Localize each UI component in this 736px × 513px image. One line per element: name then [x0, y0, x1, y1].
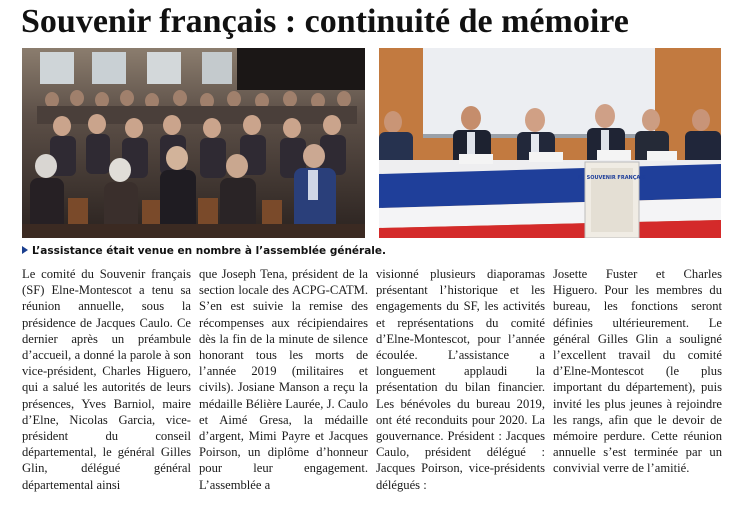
audience-photo: [22, 48, 365, 238]
article-column: [199, 266, 368, 512]
caption-text: L’assistance était venue en nombre à l’assemblée générale.: [32, 245, 387, 257]
article-column-text: visionné plusieurs diaporamas présentant l’historique et les engagements du SF, les activités et représentations du comité d’Elne-Montescot, pour l’année écoulée. L’assistance a longuement applaudi la présentation du bilan financier. Les bénévoles du bureau 2019, ont été reconduits pour 2020. La gouvernance. Président : Jacques Caulo, président délégué : Jacques Poirson, vice-présidents délégués :: [376, 267, 545, 492]
article-column-text: que Joseph Tena, président de la section locale des ACPG-CATM. S’en est suivie la remise des récompenses aux récipiendaires dès la fin de la minute de silence honorant tous les morts de l’année 2019 (militaires et civils). Josiane Manson a reçu la médaille Bélière Laurée, J. Caulo et Aimé Gresa, la médaille d’argent, Mimi Payre et Jacques Poirson, un diplôme d’honneur pour leur engagement. L’assemblée a: [199, 267, 368, 492]
article-column: [376, 266, 545, 512]
article-column-text: Le comité du Souvenir français (SF) Elne-Montescot a tenu sa réunion annuelle, sous la présidence de Jacques Caulo. Ce dernier après un préambule d’accueil, a donné la parole à son vice-président, Charles Higuero, qui a salué les autorités de leurs présences, Yves Barniol, maire d’Elne, Nicolas Garcia, vice-président du conseil départemental, le général Gilles Glin, délégué général départemental ainsi: [22, 267, 191, 492]
officials-table-photo: [379, 48, 721, 238]
headline: Souvenir français : continuité de mémoire: [21, 3, 629, 40]
caption-marker-icon: [22, 246, 28, 254]
article-body: [22, 266, 722, 512]
photo-caption: [22, 244, 522, 258]
article-column-text: Josette Fuster et Charles Higuero. Pour les membres du bureau, les fonctions seront définies ultérieurement. Le général Gilles Glin a souligné l’excellent travail du comité d’Elne-Montescot (le plus important du département), puis invité les plus jeunes à rejoindre les rangs, afin que le devoir de mémoire perdure. Cette réunion annuelle s’est terminée par un convivial verre de l’amitié.: [553, 267, 722, 476]
article-column: [22, 266, 191, 512]
article-column: [553, 266, 722, 512]
podium-sign-text: LE SOUVENIR FRANÇAIS: [578, 175, 646, 181]
